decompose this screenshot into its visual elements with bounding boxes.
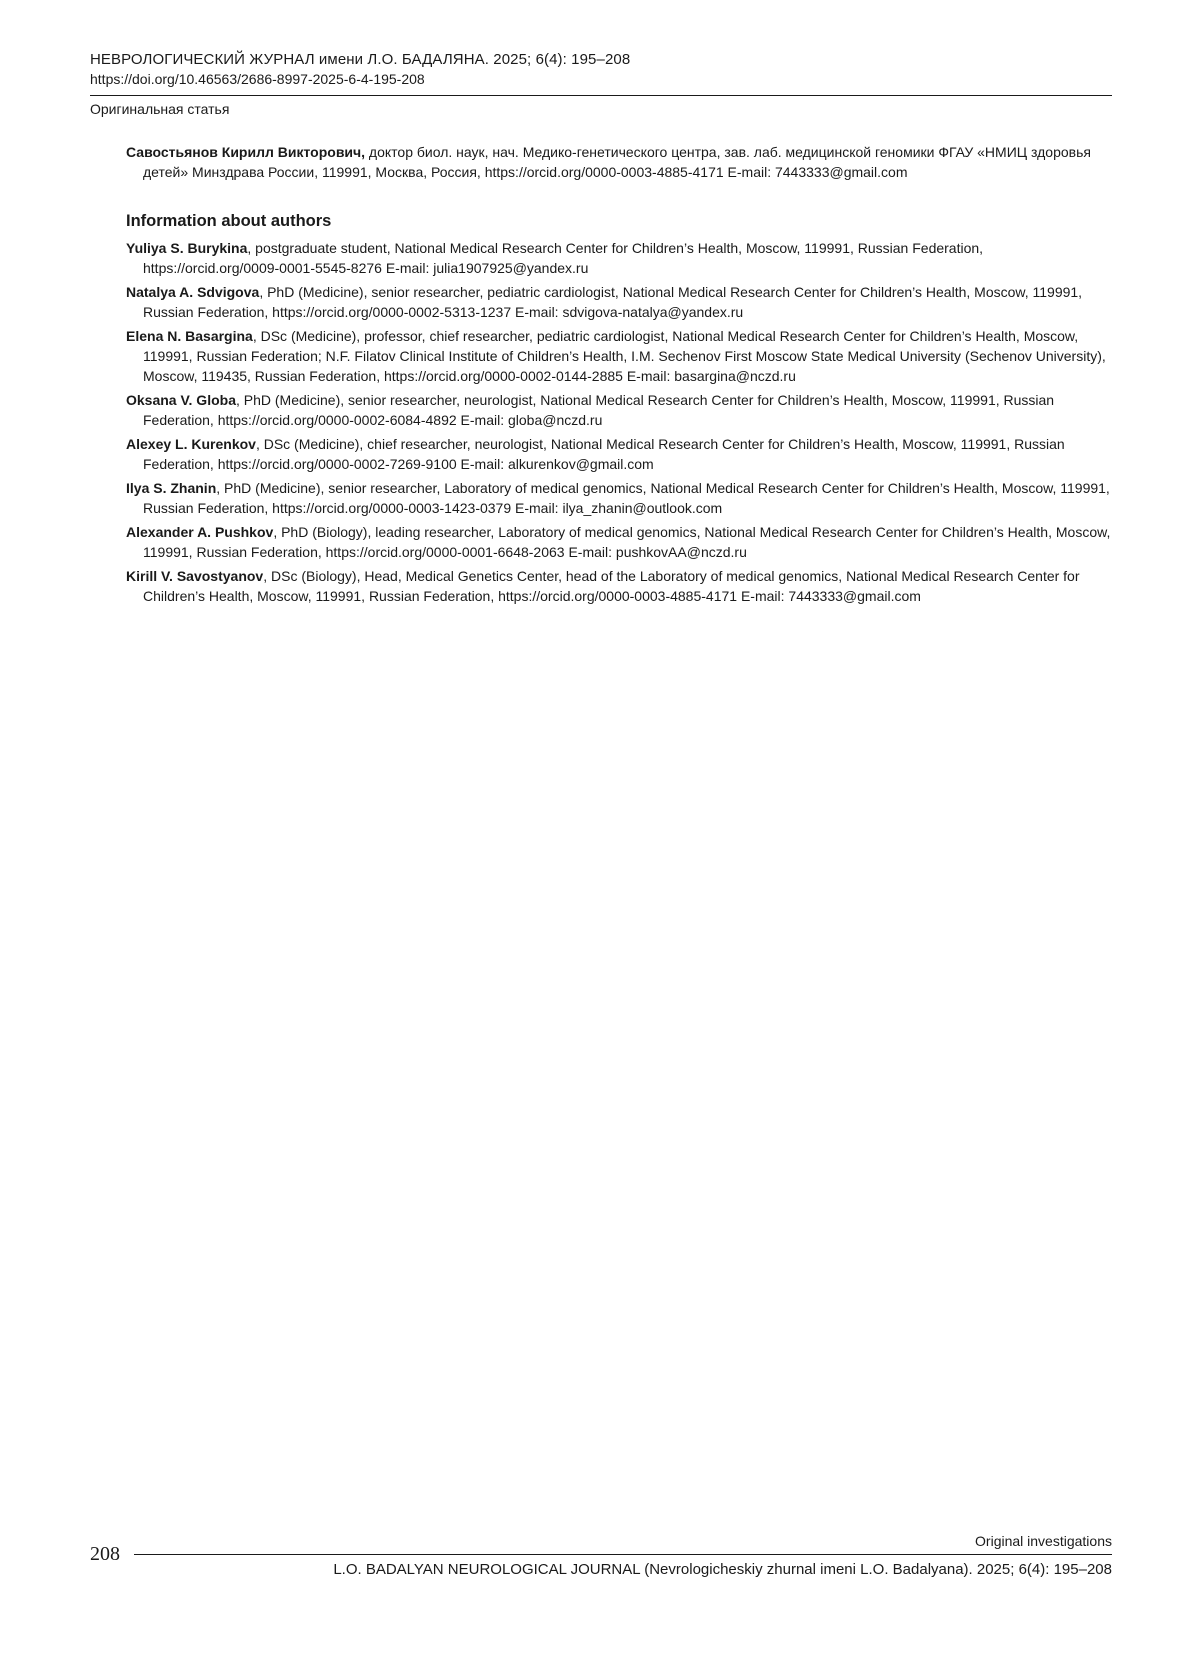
- author-entry: [126, 522, 1112, 562]
- page-number: 208: [90, 1543, 120, 1565]
- author-entry: [126, 238, 1112, 278]
- author-name: Yuliya S. Burykina: [126, 240, 248, 256]
- author-name: Oksana V. Globa: [126, 392, 236, 408]
- info-heading: Information about authors: [126, 212, 332, 230]
- author-name: Natalya A. Sdvigova: [126, 284, 260, 300]
- author-information: [126, 142, 1112, 610]
- doi-link[interactable]: https://doi.org/10.46563/2686-8997-2025-6-4-195-208: [90, 71, 425, 87]
- author-details: , DSc (Biology), Head, Medical Genetics Center, head of the Laboratory of medical genomics, National Medical Research Center for Children’s Health, Moscow, 119991, Russian Federation, https://orcid.org/0000-0003-4885-4171 E-mail: 7443333@gmail.com: [143, 568, 1080, 604]
- running-footer: [90, 1532, 1112, 1592]
- author-name: Kirill V. Savostyanov: [126, 568, 264, 584]
- author-details: , PhD (Biology), leading researcher, Laboratory of medical genomics, National Medical Research Center for Children’s Health, Moscow, 119991, Russian Federation, https://orcid.org/0000-0001-6648-2063 E-mail: pushkovAA@nczd.ru: [143, 524, 1111, 560]
- author-name: Ilya S. Zhanin: [126, 480, 217, 496]
- author-entry-ru: [126, 142, 1112, 182]
- section-label-en: Original investigations: [975, 1533, 1112, 1549]
- running-header: [90, 50, 1112, 119]
- author-name: Elena N. Basargina: [126, 328, 253, 344]
- author-entry: [126, 390, 1112, 430]
- section-label-ru: Оригинальная статья: [90, 101, 230, 117]
- author-entry: [126, 282, 1112, 322]
- author-details: , postgraduate student, National Medical Research Center for Children’s Health, Moscow, 119991, Russian Federation, https://orcid.org/0009-0001-5545-8276 E-mail: julia1907925@yandex.ru: [143, 240, 984, 276]
- author-details: доктор биол. наук, нач. Медико-генетического центра, зав. лаб. медицинской геномики ФГАУ «НМИЦ здоровья детей» Минздрава России, 119991, Москва, Россия, https://orcid.org/0000-0003-4885-4171 E-mail: 7443333@gmail.com: [143, 144, 1091, 180]
- journal-title-ru: НЕВРОЛОГИЧЕСКИЙ ЖУРНАЛ имени Л.О. БАДАЛЯНА. 2025; 6(4): 195–208: [90, 51, 631, 68]
- author-name: Савостьянов Кирилл Викторович,: [126, 144, 366, 160]
- author-entry: [126, 478, 1112, 518]
- author-name: Alexey L. Kurenkov: [126, 436, 256, 452]
- author-entry: [126, 326, 1112, 386]
- author-details: , PhD (Medicine), senior researcher, Laboratory of medical genomics, National Medical Research Center for Children’s Health, Moscow, 119991, Russian Federation, https://orcid.org/0000-0003-1423-0379 E-mail: ilya_zhanin@outlook.com: [143, 480, 1110, 516]
- author-details: , DSc (Medicine), professor, chief researcher, pediatric cardiologist, National Medical Research Center for Children’s Health, Moscow, 119991, Russian Federation; N.F. Filatov Clinical Institute of Children’s Health, I.M. Sechenov First Moscow State Medical University (Sechenov University), Moscow, 119435, Russian Federation, https://orcid.org/0000-0002-0144-2885 E-mail: basargina@nczd.ru: [143, 328, 1106, 384]
- author-details: , PhD (Medicine), senior researcher, neurologist, National Medical Research Center for Children’s Health, Moscow, 119991, Russian Federation, https://orcid.org/0000-0002-6084-4892 E-mail: globa@nczd.ru: [143, 392, 1055, 428]
- author-entry: [126, 566, 1112, 606]
- author-details: , DSc (Medicine), chief researcher, neurologist, National Medical Research Center for Children’s Health, Moscow, 119991, Russian Federation, https://orcid.org/0000-0002-7269-9100 E-mail: alkurenkov@gmail.com: [143, 436, 1065, 472]
- author-entry: [126, 434, 1112, 474]
- header-rule: [90, 95, 1112, 96]
- author-name: Alexander A. Pushkov: [126, 524, 274, 540]
- journal-title-en: L.O. BADALYAN NEUROLOGICAL JOURNAL (Nevrologicheskiy zhurnal imeni L.O. Badalyana). 2025; 6(4): 195–208: [333, 1561, 1112, 1578]
- author-details: , PhD (Medicine), senior researcher, pediatric cardiologist, National Medical Research Center for Children’s Health, Moscow, 119991, Russian Federation, https://orcid.org/0000-0002-5313-1237 E-mail: sdvigova-natalya@yandex.ru: [143, 284, 1083, 320]
- footer-rule: [134, 1554, 1112, 1555]
